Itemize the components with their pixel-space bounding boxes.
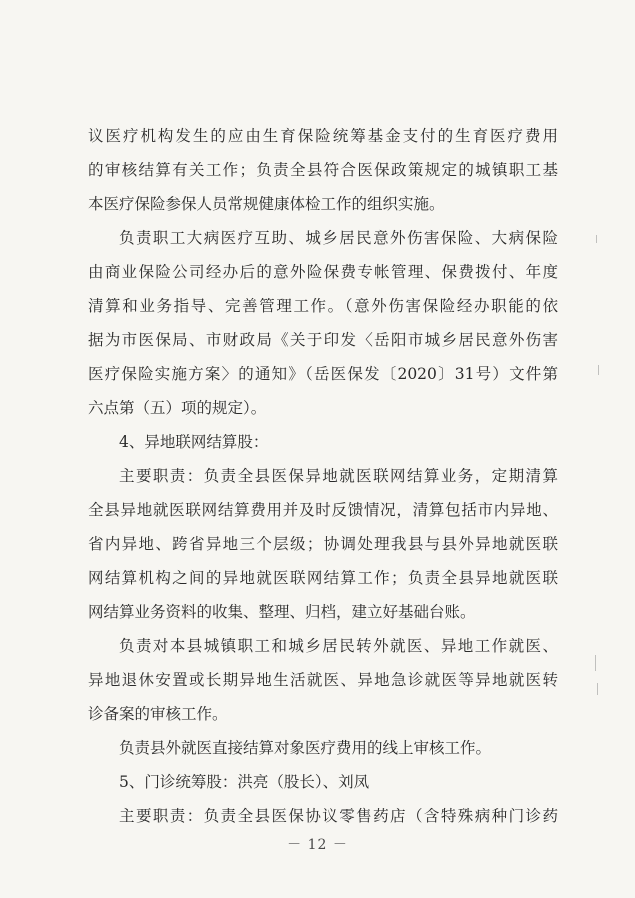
text-line: 网结算机构之间的异地就医联网结算工作；负责全县异地就医联 — [88, 569, 558, 587]
document-body — [88, 119, 558, 833]
text-line: 由商业保险公司经办后的意外险保费专帐管理、保费拨付、年度 — [88, 263, 558, 281]
text-line: 负责县外就医直接结算对象医疗费用的线上审核工作。 — [119, 739, 492, 757]
scan-artifact — [596, 235, 597, 243]
text-line: 本医疗保险参保人员常规健康体检工作的组织实施。 — [88, 195, 445, 213]
text-line: 异地退休安置或长期异地生活就医、异地急诊就医等异地就医转 — [88, 671, 558, 689]
text-line: 的审核结算有关工作；负责全县符合医保政策规定的城镇职工基 — [88, 161, 558, 179]
scan-artifact — [598, 365, 599, 375]
text-line: 全县异地就医联网结算费用并及时反馈情况，清算包括市内异地、 — [88, 501, 558, 519]
text-line: 清算和业务指导、完善管理工作。（意外伤害保险经办职能的依 — [88, 297, 558, 315]
section-heading: 4、异地联网结算股： — [119, 433, 269, 451]
text-line: 负责职工大病医疗互助、城乡居民意外伤害保险、大病保险 — [119, 229, 558, 247]
page-number: － 12 － — [287, 837, 348, 853]
text-line: 议医疗机构发生的应由生育保险统筹基金支付的生育医疗费用 — [88, 127, 558, 145]
section-heading: 5、门诊统筹股：洪亮（股长）、刘凤 — [119, 773, 370, 791]
scan-artifact — [595, 655, 596, 671]
text-line: 诊备案的审核工作。 — [88, 705, 228, 723]
text-line: 省内异地、跨省异地三个层级；协调处理我县与县外异地就医联 — [88, 535, 558, 553]
scan-artifact — [597, 683, 598, 695]
text-line: 六点第（五）项的规定）。 — [88, 399, 267, 417]
text-line: 负责对本县城镇职工和城乡居民转外就医、异地工作就医、 — [119, 637, 558, 655]
text-line: 医疗保险实施方案〉的通知》（岳医保发〔2020〕31号）文件第 — [88, 365, 558, 383]
text-line: 网结算业务资料的收集、整理、归档，建立好基础台账。 — [88, 603, 476, 621]
text-line: 据为市医保局、市财政局《关于印发〈岳阳市城乡居民意外伤害 — [88, 331, 558, 349]
text-line: 主要职责：负责全县医保异地就医联网结算业务，定期清算 — [119, 467, 558, 485]
text-line: 主要职责：负责全县医保协议零售药店（含特殊病种门诊药 — [119, 807, 558, 825]
